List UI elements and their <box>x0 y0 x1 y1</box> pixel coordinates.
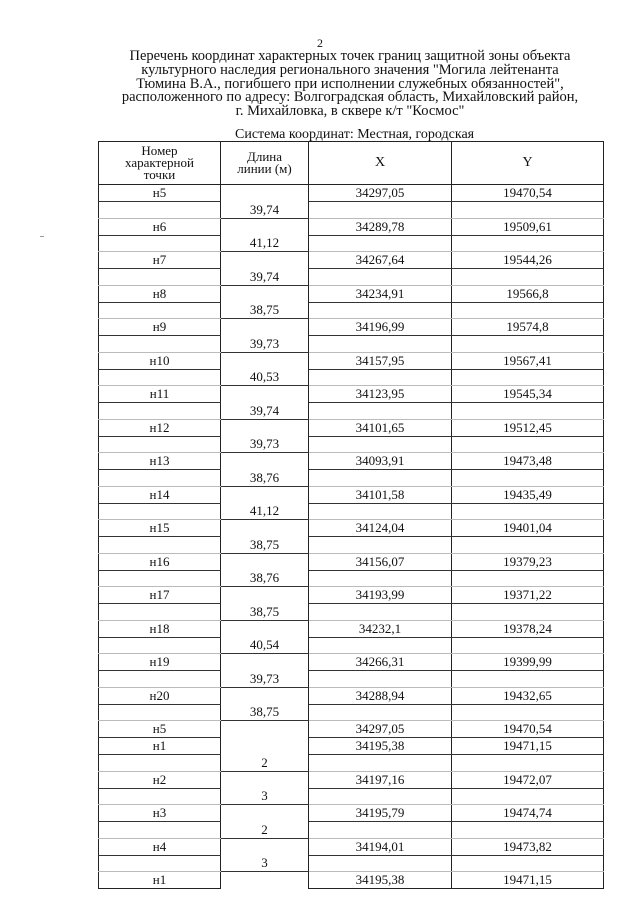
point-id-cell: н15 <box>99 520 221 537</box>
point-id-cell: н11 <box>99 386 221 403</box>
line-length-cell: 3 <box>221 855 309 872</box>
y-coordinate-cell <box>452 755 604 772</box>
y-coordinate-cell: 19399,99 <box>452 654 604 671</box>
y-coordinate-cell <box>452 637 604 654</box>
header-point-number <box>99 142 221 185</box>
x-coordinate-cell: 34267,64 <box>309 252 452 269</box>
title-line: г. Михайловка, в сквере к/т "Космос" <box>235 103 465 120</box>
point-id-cell: н4 <box>99 838 221 855</box>
x-coordinate-cell: 34157,95 <box>309 352 452 369</box>
y-coordinate-cell: 19574,8 <box>452 319 604 336</box>
line-length-cell <box>221 620 309 637</box>
line-length-cell: 38,76 <box>221 470 309 487</box>
x-coordinate-cell <box>309 570 452 587</box>
point-id-cell <box>99 336 221 353</box>
y-coordinate-cell <box>452 369 604 386</box>
point-id-cell: н10 <box>99 352 221 369</box>
line-length-cell: 38,76 <box>221 570 309 587</box>
y-coordinate-cell <box>452 336 604 353</box>
line-length-cell <box>221 838 309 855</box>
y-coordinate-cell: 19474,74 <box>452 805 604 822</box>
line-length-cell: 39,74 <box>221 269 309 286</box>
point-row <box>99 486 604 503</box>
y-coordinate-cell <box>452 202 604 219</box>
point-id-cell <box>99 788 221 805</box>
line-length-cell <box>221 252 309 269</box>
point-row <box>99 620 604 637</box>
point-row <box>99 771 604 788</box>
line-length-cell: 39,74 <box>221 403 309 420</box>
line-length-cell: 38,75 <box>221 537 309 554</box>
x-coordinate-cell: 34195,38 <box>309 738 452 755</box>
segment-row <box>99 470 604 487</box>
header-line: линии (м) <box>237 161 292 176</box>
point-id-cell: н3 <box>99 805 221 822</box>
segment-row <box>99 235 604 252</box>
y-coordinate-cell: 19566,8 <box>452 285 604 302</box>
line-length-cell: 38,75 <box>221 302 309 319</box>
x-coordinate-cell <box>309 202 452 219</box>
point-row <box>99 872 604 889</box>
table-header-row <box>99 142 604 185</box>
y-coordinate-cell: 19512,45 <box>452 419 604 436</box>
title-line: культурного наследия регионального значения "Могила лейтенанта <box>141 61 559 78</box>
x-coordinate-cell <box>309 822 452 839</box>
x-coordinate-cell: 34232,1 <box>309 620 452 637</box>
point-id-cell: н2 <box>99 771 221 788</box>
x-coordinate-cell <box>309 302 452 319</box>
segment-row <box>99 269 604 286</box>
segment-row <box>99 637 604 654</box>
x-coordinate-cell <box>309 403 452 420</box>
x-coordinate-cell: 34193,99 <box>309 587 452 604</box>
header-line: Номер <box>141 143 178 158</box>
line-length-cell: 39,74 <box>221 202 309 219</box>
line-length-cell: 41,12 <box>221 503 309 520</box>
x-coordinate-cell <box>309 604 452 621</box>
x-coordinate-cell <box>309 788 452 805</box>
point-id-cell <box>99 537 221 554</box>
y-coordinate-cell: 19473,82 <box>452 838 604 855</box>
point-id-cell <box>99 671 221 688</box>
point-id-cell <box>99 503 221 520</box>
point-id-cell <box>99 369 221 386</box>
line-length-cell <box>221 872 309 889</box>
x-coordinate-cell: 34123,95 <box>309 386 452 403</box>
y-coordinate-cell: 19471,15 <box>452 738 604 755</box>
title-line: расположенного по адресу: Волгоградская область, Михайловский район, <box>121 89 579 106</box>
point-id-cell: н5 <box>99 721 221 738</box>
line-length-cell <box>221 386 309 403</box>
line-length-cell <box>221 654 309 671</box>
y-coordinate-cell: 19378,24 <box>452 620 604 637</box>
header-x: X <box>309 142 452 185</box>
point-row <box>99 386 604 403</box>
header-line-length <box>221 142 309 185</box>
segment-row <box>99 336 604 353</box>
point-id-cell: н14 <box>99 486 221 503</box>
point-id-cell: н13 <box>99 453 221 470</box>
x-coordinate-cell <box>309 755 452 772</box>
point-row <box>99 738 604 755</box>
line-length-cell: 3 <box>221 788 309 805</box>
y-coordinate-cell: 19471,15 <box>452 872 604 889</box>
y-coordinate-cell <box>452 822 604 839</box>
line-length-cell: 40,53 <box>221 369 309 386</box>
segment-row <box>99 604 604 621</box>
point-row <box>99 252 604 269</box>
y-coordinate-cell: 19435,49 <box>452 486 604 503</box>
table-body <box>99 185 604 889</box>
x-coordinate-cell: 34101,65 <box>309 419 452 436</box>
segment-row <box>99 671 604 688</box>
point-id-cell: н6 <box>99 218 221 235</box>
y-coordinate-cell: 19473,48 <box>452 453 604 470</box>
point-id-cell <box>99 637 221 654</box>
x-coordinate-cell: 34266,31 <box>309 654 452 671</box>
line-length-cell: 39,73 <box>221 671 309 688</box>
x-coordinate-cell <box>309 503 452 520</box>
y-coordinate-cell: 19544,26 <box>452 252 604 269</box>
y-coordinate-cell: 19432,65 <box>452 687 604 704</box>
line-length-cell <box>221 285 309 302</box>
x-coordinate-cell <box>309 470 452 487</box>
point-id-cell <box>99 704 221 721</box>
x-coordinate-cell: 34297,05 <box>309 721 452 738</box>
segment-row <box>99 855 604 872</box>
point-row <box>99 352 604 369</box>
point-id-cell: н20 <box>99 687 221 704</box>
point-row <box>99 553 604 570</box>
y-coordinate-cell: 19371,22 <box>452 587 604 604</box>
line-length-cell: 40,54 <box>221 637 309 654</box>
point-id-cell: н5 <box>99 185 221 202</box>
page-number: 2 <box>317 36 323 50</box>
y-coordinate-cell <box>452 537 604 554</box>
point-row <box>99 319 604 336</box>
x-coordinate-cell: 34194,01 <box>309 838 452 855</box>
point-id-cell: н8 <box>99 285 221 302</box>
segment-row <box>99 537 604 554</box>
point-id-cell: н12 <box>99 419 221 436</box>
x-coordinate-cell <box>309 855 452 872</box>
x-coordinate-cell: 34197,16 <box>309 771 452 788</box>
point-row <box>99 687 604 704</box>
point-id-cell: н16 <box>99 553 221 570</box>
x-coordinate-cell <box>309 369 452 386</box>
segment-row <box>99 822 604 839</box>
point-row <box>99 838 604 855</box>
line-length-cell <box>221 805 309 822</box>
x-coordinate-cell: 34234,91 <box>309 285 452 302</box>
x-coordinate-cell: 34289,78 <box>309 218 452 235</box>
x-coordinate-cell: 34195,79 <box>309 805 452 822</box>
x-coordinate-cell <box>309 537 452 554</box>
point-id-cell <box>99 302 221 319</box>
line-length-cell <box>221 352 309 369</box>
segment-row <box>99 755 604 772</box>
point-id-cell <box>99 235 221 252</box>
line-length-cell: 38,75 <box>221 704 309 721</box>
line-length-cell <box>221 687 309 704</box>
point-row <box>99 805 604 822</box>
point-row <box>99 520 604 537</box>
title-line: Перечень координат характерных точек границ защитной зоны объекта <box>129 48 571 64</box>
segment-row <box>99 788 604 805</box>
x-coordinate-cell: 34124,04 <box>309 520 452 537</box>
y-coordinate-cell: 19545,34 <box>452 386 604 403</box>
segment-row <box>99 436 604 453</box>
point-id-cell <box>99 755 221 772</box>
line-length-cell <box>221 771 309 788</box>
point-row <box>99 721 604 738</box>
x-coordinate-cell: 34196,99 <box>309 319 452 336</box>
point-row <box>99 587 604 604</box>
coordinate-system-label: Система координат: Местная, городская <box>235 127 475 142</box>
x-coordinate-cell: 34156,07 <box>309 553 452 570</box>
line-length-cell <box>221 185 309 202</box>
point-id-cell <box>99 470 221 487</box>
point-id-cell <box>99 403 221 420</box>
x-coordinate-cell <box>309 336 452 353</box>
line-length-cell <box>221 218 309 235</box>
y-coordinate-cell: 19470,54 <box>452 185 604 202</box>
x-coordinate-cell: 34297,05 <box>309 185 452 202</box>
line-length-cell <box>221 419 309 436</box>
scan-artifact <box>40 236 44 237</box>
segment-row <box>99 202 604 219</box>
y-coordinate-cell: 19567,41 <box>452 352 604 369</box>
line-length-cell <box>221 319 309 336</box>
segment-row <box>99 403 604 420</box>
y-coordinate-cell <box>452 436 604 453</box>
x-coordinate-cell <box>309 436 452 453</box>
point-id-cell: н18 <box>99 620 221 637</box>
point-row <box>99 654 604 671</box>
header-line: характерной <box>125 155 194 170</box>
line-length-cell <box>221 453 309 470</box>
y-coordinate-cell <box>452 403 604 420</box>
point-row <box>99 285 604 302</box>
line-length-cell: 38,75 <box>221 604 309 621</box>
y-coordinate-cell <box>452 570 604 587</box>
point-id-cell <box>99 269 221 286</box>
header-line: точки <box>143 167 176 182</box>
header-y: Y <box>452 142 604 185</box>
point-id-cell: н19 <box>99 654 221 671</box>
segment-row <box>99 570 604 587</box>
line-length-cell <box>221 520 309 537</box>
y-coordinate-cell: 19401,04 <box>452 520 604 537</box>
x-coordinate-cell <box>309 704 452 721</box>
point-id-cell: н7 <box>99 252 221 269</box>
point-id-cell <box>99 855 221 872</box>
y-coordinate-cell <box>452 788 604 805</box>
header-line: Длина <box>246 149 283 164</box>
document-title <box>95 50 605 119</box>
line-length-cell <box>221 553 309 570</box>
segment-row <box>99 503 604 520</box>
y-coordinate-cell <box>452 235 604 252</box>
point-id-cell <box>99 436 221 453</box>
line-length-cell: 2 <box>221 822 309 839</box>
y-coordinate-cell <box>452 604 604 621</box>
x-coordinate-cell <box>309 269 452 286</box>
point-id-cell: н9 <box>99 319 221 336</box>
y-coordinate-cell: 19509,61 <box>452 218 604 235</box>
y-coordinate-cell: 19472,07 <box>452 771 604 788</box>
line-length-cell: 39,73 <box>221 436 309 453</box>
segment-row <box>99 302 604 319</box>
segment-row <box>99 704 604 721</box>
point-id-cell <box>99 202 221 219</box>
segment-row <box>99 369 604 386</box>
point-row <box>99 218 604 235</box>
y-coordinate-cell <box>452 503 604 520</box>
line-length-cell <box>221 721 309 738</box>
line-length-cell: 39,73 <box>221 336 309 353</box>
point-id-cell: н1 <box>99 738 221 755</box>
line-length-cell <box>221 738 309 755</box>
point-id-cell <box>99 604 221 621</box>
point-row <box>99 419 604 436</box>
coordinates-table <box>98 141 604 889</box>
x-coordinate-cell <box>309 671 452 688</box>
y-coordinate-cell: 19379,23 <box>452 553 604 570</box>
line-length-cell: 2 <box>221 755 309 772</box>
point-id-cell <box>99 822 221 839</box>
title-line: Тюмина В.А., погибшего при исполнении служебных обязанностей", <box>136 75 564 92</box>
y-coordinate-cell <box>452 704 604 721</box>
y-coordinate-cell <box>452 855 604 872</box>
x-coordinate-cell: 34195,38 <box>309 872 452 889</box>
x-coordinate-cell <box>309 235 452 252</box>
point-row <box>99 185 604 202</box>
x-coordinate-cell <box>309 637 452 654</box>
y-coordinate-cell <box>452 470 604 487</box>
point-id-cell <box>99 570 221 587</box>
y-coordinate-cell <box>452 302 604 319</box>
point-row <box>99 453 604 470</box>
point-id-cell: н1 <box>99 872 221 889</box>
line-length-cell: 41,12 <box>221 235 309 252</box>
x-coordinate-cell: 34101,58 <box>309 486 452 503</box>
x-coordinate-cell: 34093,91 <box>309 453 452 470</box>
line-length-cell <box>221 587 309 604</box>
point-id-cell: н17 <box>99 587 221 604</box>
line-length-cell <box>221 486 309 503</box>
y-coordinate-cell <box>452 269 604 286</box>
x-coordinate-cell: 34288,94 <box>309 687 452 704</box>
y-coordinate-cell: 19470,54 <box>452 721 604 738</box>
y-coordinate-cell <box>452 671 604 688</box>
